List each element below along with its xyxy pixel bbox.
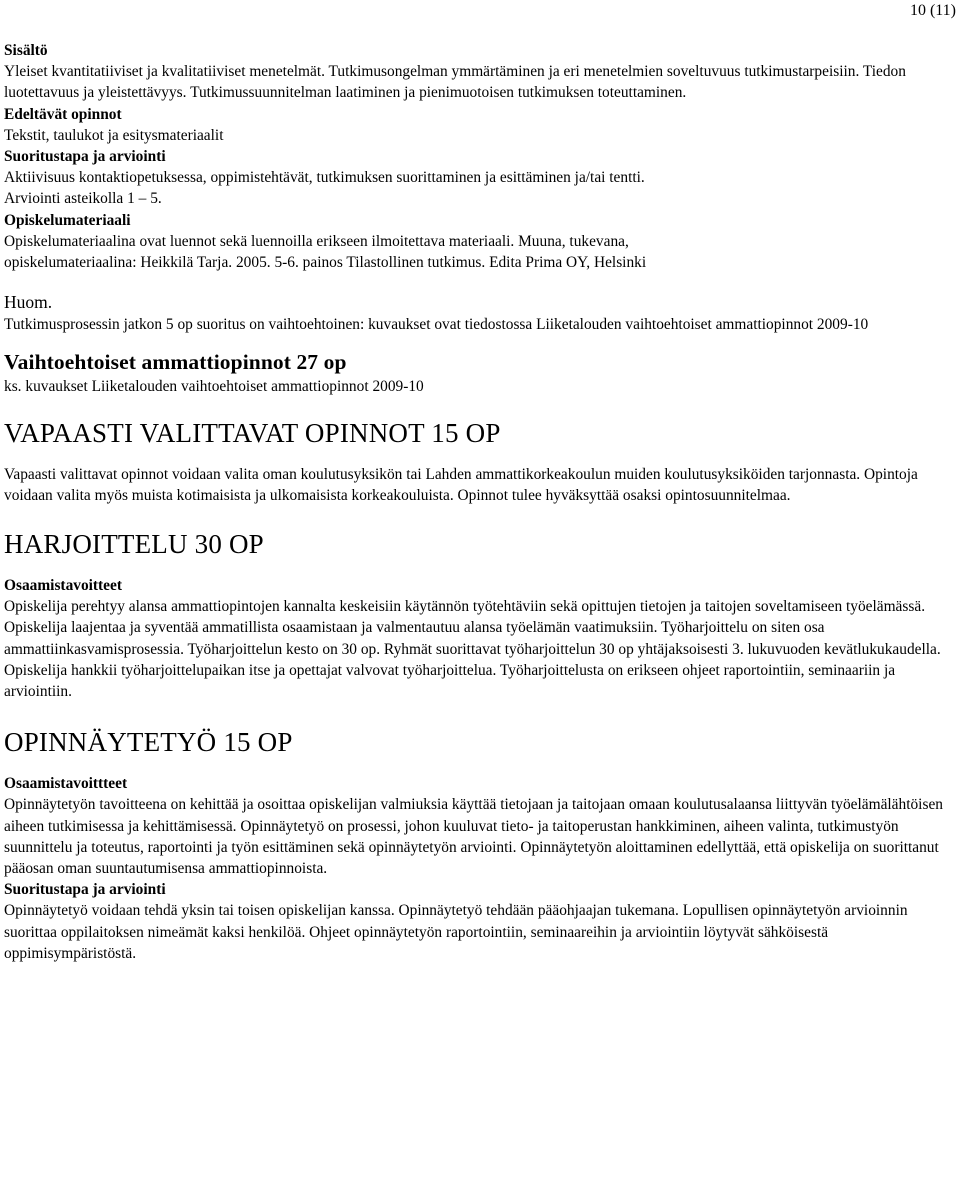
heading-opiskelumateriaali: Opiskelumateriaali — [4, 211, 131, 229]
document-body — [4, 40, 956, 964]
heading-huom: Huom. — [4, 292, 53, 313]
section-vaihtoehtoiset — [4, 348, 956, 397]
subheading-opinnaytetyo-suoritustapa: Suoritustapa ja arviointi — [4, 881, 166, 899]
heading-edeltavat-opinnot: Edeltävät opinnot — [4, 105, 122, 123]
text-sisalto: Yleiset kvantitatiiviset ja kvalitatiiviset menetelmät. Tutkimusongelman ymmärtäminen ja eri menetelmien soveltuvuus tutkimustarpeisiin. Tiedon luotettavuus ja yleistettävyys. Tutkimussuunnitelman laatiminen ja pienimuotoisen tutkimuksen toteuttaminen. — [4, 63, 906, 102]
section-vapaasti-valittavat — [4, 416, 956, 506]
text-suoritustapa: Aktiivisuus kontaktiopetuksessa, oppimistehtävät, tutkimuksen suorittaminen ja esittäminen ja/tai tentti. — [4, 169, 645, 187]
text-opiskelumateriaali — [4, 231, 956, 273]
section-opinnaytetyo — [4, 725, 956, 964]
subheading-harjoittelu-osaamistavoitteet: Osaamistavoitteet — [4, 577, 122, 595]
text-arviointi-asteikko: Arviointi asteikolla 1 – 5. — [4, 190, 162, 208]
text-harjoittelu: Opiskelija perehtyy alansa ammattiopintojen kannalta keskeisiin käytännön työtehtäviin sekä opittujen tietojen ja taitojen soveltamiseen työelämässä. Opiskelija laajentaa ja syventää ammatillista osaamistaan ja valmentautuu alansa työelämän vaatimuksiin. Työharjoittelu on siten osa ammattiinkasvamisprosessia. Työharjoittelun kesto on 30 op. Ryhmät suorittavat työharjoittelun 30 op yhtäjaksoisesti 3. lukuvuoden kevätlukukaudella. Opiskelija hankkii työharjoittelupaikan itse ja opettajat valvovat työharjoittelua. Työharjoittelusta on erikseen ohjeet raportointiin, seminaariin ja arviointiin. — [4, 598, 941, 701]
section-huom — [4, 290, 956, 335]
text-edeltavat-opinnot: Tekstit, taulukot ja esitysmateriaalit — [4, 126, 224, 144]
page-number: 10 (11) — [909, 2, 956, 19]
heading-vaihtoehtoiset: Vaihtoehtoiset ammattiopinnot 27 op — [4, 350, 347, 375]
text-opinnaytetyo: Opinnäytetyön tavoitteena on kehittää ja osoittaa opiskelijan valmiuksia käyttää tietojaan ja taitojaan omaan koulutusalaansa liittyvän työelämälähtöisen aiheen tutkimisessa ja kehittämisessä. Opinnäytetyö on prosessi, johon kuuluvat tieto- ja taitoperustan hankkiminen, aiheen valinta, tutkimustyön suunnittelu ja toteutus, raportointi ja työn esittäminen sekä opinnäytetyön arviointi. Opinnäytetyön aloittaminen edellyttää, että opiskelija on suorittanut pääosan oman suuntautumisensa ammattiopinnoista. — [4, 796, 943, 878]
heading-sisalto: Sisältö — [4, 42, 48, 59]
section-harjoittelu — [4, 527, 956, 702]
section-opiskelumateriaali — [4, 210, 956, 274]
section-suoritustapa — [4, 146, 956, 210]
text-opiskelumateriaali-line1: Opiskelumateriaalina ovat luennot sekä luennoilla erikseen ilmoitettava materiaali. Muuna, tukevana, — [4, 232, 629, 250]
section-edeltavat-opinnot — [4, 104, 956, 146]
heading-opinnaytetyo: OPINNÄYTETYÖ 15 OP — [4, 727, 293, 758]
subheading-opinnaytetyo-osaamistavoitteet: Osaamistavoittteet — [4, 775, 128, 793]
heading-suoritustapa: Suoritustapa ja arviointi — [4, 148, 166, 166]
text-vaihtoehtoiset: ks. kuvaukset Liiketalouden vaihtoehtoiset ammattiopinnot 2009-10 — [4, 378, 424, 396]
text-vapaasti-valittavat: Vapaasti valittavat opinnot voidaan valita oman koulutusyksikön tai Lahden ammattikorkeakoulun muiden koulutusyksiköiden tarjonnasta. Opintoja voidaan valita myös muista kotimaisista ja ulkomaisista korkeakouluista. Opinnot tulee hyväksyttää osaksi opintosuunnitelmaa. — [4, 465, 918, 504]
text-opiskelumateriaali-line2: opiskelumateriaalina: Heikkilä Tarja. 2005. 5-6. painos Tilastollinen tutkimus. Edita Prima OY, Helsinki — [4, 254, 647, 272]
section-sisalto — [4, 40, 956, 104]
heading-vapaasti-valittavat: VAPAASTI VALITTAVAT OPINNOT 15 OP — [4, 417, 501, 448]
text-huom: Tutkimusprosessin jatkon 5 op suoritus on vaihtoehtoinen: kuvaukset ovat tiedostossa Liiketalouden vaihtoehtoiset ammattiopinnot 2009-10 — [4, 316, 869, 334]
heading-harjoittelu: HARJOITTELU 30 OP — [4, 529, 264, 560]
text-opinnaytetyo-suoritustapa: Opinnäytetyö voidaan tehdä yksin tai toisen opiskelijan kanssa. Opinnäytetyö tehdään pääohjaajan tukemana. Lopullisen opinnäytetyön arvioinnin suorittaa oppilaitoksen nimeämät kaksi henkilöä. Ohjeet opinnäytetyön raportointiin, seminaareihin ja arviointiin löytyvät sähköisestä oppimisympäristöstä. — [4, 902, 908, 962]
